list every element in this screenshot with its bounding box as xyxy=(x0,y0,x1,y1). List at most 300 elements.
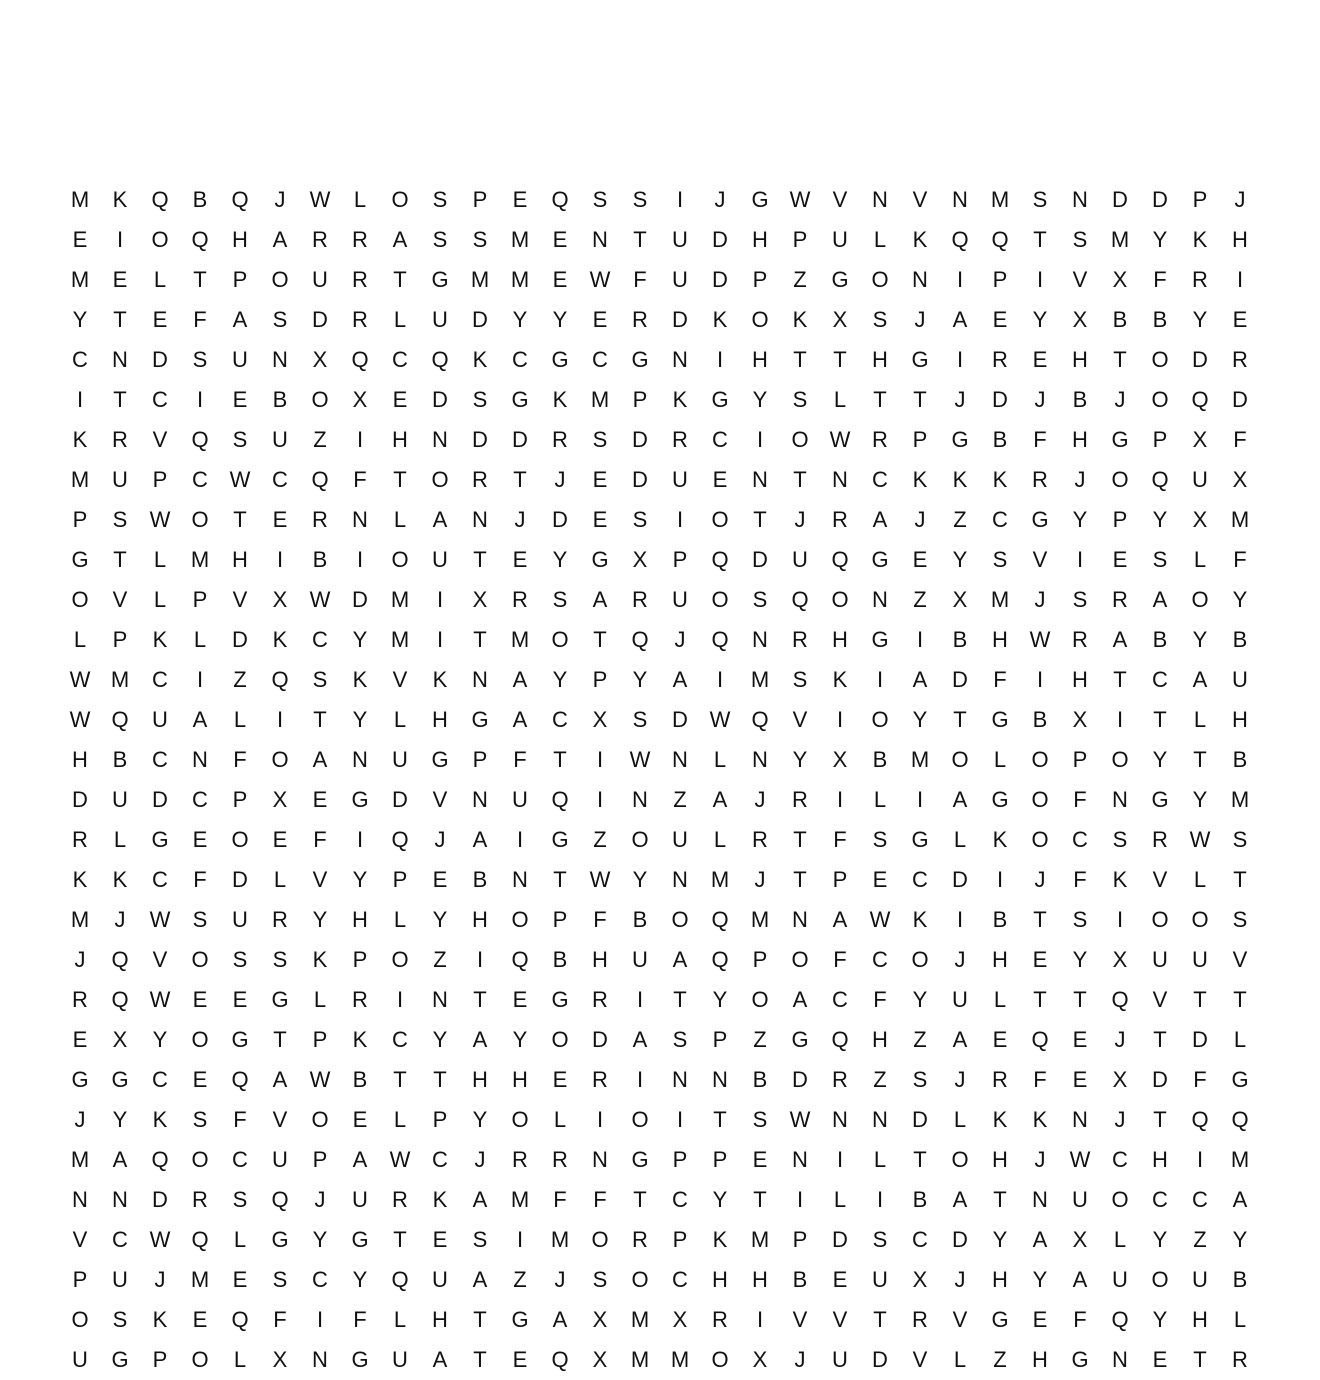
letter-cell[interactable]: A xyxy=(232,307,248,332)
letter-cell[interactable]: L xyxy=(113,827,127,852)
letter-cell[interactable]: Y xyxy=(912,707,928,732)
letter-cell[interactable]: S xyxy=(272,947,288,972)
letter-cell[interactable]: P xyxy=(232,787,248,812)
letter-cell[interactable]: B xyxy=(912,1187,928,1212)
letter-cell[interactable]: Q xyxy=(271,667,289,692)
letter-cell[interactable]: N xyxy=(632,787,648,812)
letter-cell[interactable]: X xyxy=(592,707,608,732)
letter-cell[interactable]: U xyxy=(312,267,328,292)
letter-cell[interactable]: L xyxy=(953,1107,967,1132)
letter-cell[interactable]: V xyxy=(392,667,408,692)
letter-cell[interactable]: A xyxy=(632,1027,648,1052)
letter-cell[interactable]: H xyxy=(472,1067,488,1092)
letter-cell[interactable]: T xyxy=(1113,667,1127,692)
letter-cell[interactable]: Z xyxy=(993,1347,1007,1372)
letter-cell[interactable]: G xyxy=(351,1227,369,1252)
letter-cell[interactable]: P xyxy=(312,1027,328,1052)
letter-cell[interactable]: S xyxy=(1152,547,1168,572)
letter-cell[interactable]: D xyxy=(1112,187,1128,212)
letter-cell[interactable]: B xyxy=(1032,707,1048,732)
letter-cell[interactable]: N xyxy=(1112,1347,1128,1372)
letter-cell[interactable]: T xyxy=(273,1027,287,1052)
letter-cell[interactable]: J xyxy=(514,507,526,532)
letter-cell[interactable]: M xyxy=(70,267,90,292)
letter-cell[interactable]: P xyxy=(592,667,608,692)
letter-cell[interactable]: P xyxy=(1072,747,1088,772)
letter-cell[interactable]: B xyxy=(272,387,288,412)
letter-cell[interactable]: I xyxy=(316,1307,324,1332)
letter-cell[interactable]: Y xyxy=(352,1267,368,1292)
letter-cell[interactable]: Y xyxy=(632,867,648,892)
letter-cell[interactable]: V xyxy=(272,1107,288,1132)
letter-cell[interactable]: E xyxy=(552,227,568,252)
letter-cell[interactable]: H xyxy=(392,427,408,452)
letter-cell[interactable]: R xyxy=(1192,267,1208,292)
letter-cell[interactable]: O xyxy=(751,987,769,1012)
letter-cell[interactable]: O xyxy=(1111,747,1129,772)
letter-cell[interactable]: O xyxy=(1031,747,1049,772)
letter-cell[interactable]: H xyxy=(992,1267,1008,1292)
letter-cell[interactable]: C xyxy=(512,347,528,372)
letter-cell[interactable]: A xyxy=(272,1067,288,1092)
letter-cell[interactable]: Y xyxy=(632,667,648,692)
letter-cell[interactable]: I xyxy=(916,787,924,812)
letter-cell[interactable]: Z xyxy=(953,507,967,532)
letter-cell[interactable]: R xyxy=(672,427,688,452)
letter-cell[interactable]: X xyxy=(592,1307,608,1332)
letter-cell[interactable]: Q xyxy=(951,227,969,252)
letter-cell[interactable]: P xyxy=(832,867,848,892)
letter-cell[interactable]: W xyxy=(309,587,331,612)
letter-cell[interactable]: A xyxy=(472,1187,488,1212)
letter-cell[interactable]: I xyxy=(956,347,964,372)
letter-cell[interactable]: M xyxy=(190,547,210,572)
letter-cell[interactable]: I xyxy=(676,507,684,532)
letter-cell[interactable]: N xyxy=(672,747,688,772)
letter-cell[interactable]: Y xyxy=(1192,787,1208,812)
letter-cell[interactable]: Q xyxy=(1111,1307,1129,1332)
letter-cell[interactable]: T xyxy=(1033,987,1047,1012)
letter-cell[interactable]: U xyxy=(672,587,688,612)
letter-cell[interactable]: T xyxy=(793,867,807,892)
letter-cell[interactable]: T xyxy=(1193,1347,1207,1372)
letter-cell[interactable]: Q xyxy=(1191,1107,1209,1132)
letter-cell[interactable]: Y xyxy=(432,907,448,932)
letter-cell[interactable]: H xyxy=(1072,347,1088,372)
letter-cell[interactable]: U xyxy=(832,1347,848,1372)
letter-cell[interactable]: O xyxy=(711,1347,729,1372)
letter-cell[interactable]: F xyxy=(833,947,847,972)
letter-cell[interactable]: D xyxy=(472,427,488,452)
letter-cell[interactable]: M xyxy=(510,1187,530,1212)
letter-cell[interactable]: I xyxy=(956,267,964,292)
letter-cell[interactable]: L xyxy=(313,987,327,1012)
letter-cell[interactable]: V xyxy=(832,1307,848,1332)
letter-cell[interactable]: Y xyxy=(152,1027,168,1052)
letter-cell[interactable]: S xyxy=(592,1267,608,1292)
letter-cell[interactable]: L xyxy=(193,627,207,652)
letter-cell[interactable]: R xyxy=(72,827,88,852)
letter-cell[interactable]: C xyxy=(832,987,848,1012)
letter-cell[interactable]: O xyxy=(871,707,889,732)
letter-cell[interactable]: E xyxy=(312,787,328,812)
letter-cell[interactable]: J xyxy=(154,1267,166,1292)
letter-cell[interactable]: O xyxy=(591,1227,609,1252)
letter-cell[interactable]: P xyxy=(152,1347,168,1372)
letter-cell[interactable]: Y xyxy=(712,987,728,1012)
letter-cell[interactable]: F xyxy=(1233,547,1247,572)
letter-cell[interactable]: D xyxy=(512,427,528,452)
letter-cell[interactable]: O xyxy=(631,1267,649,1292)
letter-cell[interactable]: H xyxy=(712,1267,728,1292)
letter-cell[interactable]: P xyxy=(432,1107,448,1132)
letter-cell[interactable]: C xyxy=(552,707,568,732)
letter-cell[interactable]: Y xyxy=(1032,307,1048,332)
letter-cell[interactable]: U xyxy=(632,947,648,972)
letter-cell[interactable]: T xyxy=(1153,1107,1167,1132)
letter-cell[interactable]: S xyxy=(472,387,488,412)
letter-cell[interactable]: D xyxy=(952,1227,968,1252)
letter-cell[interactable]: Q xyxy=(711,947,729,972)
letter-cell[interactable]: N xyxy=(272,347,288,372)
letter-cell[interactable]: H xyxy=(752,227,768,252)
letter-cell[interactable]: T xyxy=(393,1067,407,1092)
letter-cell[interactable]: M xyxy=(70,1147,90,1172)
letter-cell[interactable]: E xyxy=(272,507,288,532)
letter-cell[interactable]: H xyxy=(232,547,248,572)
letter-cell[interactable]: X xyxy=(272,587,288,612)
letter-cell[interactable]: K xyxy=(432,1187,448,1212)
letter-cell[interactable]: P xyxy=(792,227,808,252)
letter-cell[interactable]: U xyxy=(672,267,688,292)
letter-cell[interactable]: J xyxy=(1034,867,1046,892)
letter-cell[interactable]: Y xyxy=(352,627,368,652)
letter-cell[interactable]: F xyxy=(233,1107,247,1132)
letter-cell[interactable]: T xyxy=(633,227,647,252)
letter-cell[interactable]: K xyxy=(352,1027,368,1052)
letter-cell[interactable]: S xyxy=(232,947,248,972)
letter-cell[interactable]: L xyxy=(873,227,887,252)
letter-cell[interactable]: W xyxy=(1069,1147,1091,1172)
letter-cell[interactable]: I xyxy=(836,1147,844,1172)
letter-cell[interactable]: O xyxy=(231,827,249,852)
letter-cell[interactable]: T xyxy=(593,627,607,652)
letter-cell[interactable]: T xyxy=(1033,907,1047,932)
letter-cell[interactable]: K xyxy=(832,667,848,692)
letter-cell[interactable]: R xyxy=(1072,627,1088,652)
letter-cell[interactable]: I xyxy=(876,1187,884,1212)
letter-cell[interactable]: H xyxy=(352,907,368,932)
letter-cell[interactable]: G xyxy=(551,987,569,1012)
letter-cell[interactable]: V xyxy=(792,1307,808,1332)
letter-cell[interactable]: K xyxy=(1032,1107,1048,1132)
letter-cell[interactable]: Y xyxy=(1152,507,1168,532)
letter-cell[interactable]: E xyxy=(232,387,248,412)
letter-cell[interactable]: U xyxy=(1232,667,1248,692)
letter-cell[interactable]: L xyxy=(153,267,167,292)
letter-cell[interactable]: R xyxy=(1232,347,1248,372)
letter-cell[interactable]: A xyxy=(1232,1187,1248,1212)
letter-cell[interactable]: B xyxy=(952,627,968,652)
letter-cell[interactable]: D xyxy=(1152,187,1168,212)
letter-cell[interactable]: O xyxy=(1151,387,1169,412)
letter-cell[interactable]: C xyxy=(672,1267,688,1292)
letter-cell[interactable]: I xyxy=(636,1067,644,1092)
letter-cell[interactable]: D xyxy=(432,387,448,412)
letter-cell[interactable]: C xyxy=(392,1027,408,1052)
letter-cell[interactable]: G xyxy=(1111,427,1129,452)
letter-cell[interactable]: F xyxy=(593,1187,607,1212)
letter-cell[interactable]: C xyxy=(912,867,928,892)
letter-cell[interactable]: I xyxy=(796,1187,804,1212)
letter-cell[interactable]: E xyxy=(912,547,928,572)
letter-cell[interactable]: H xyxy=(832,627,848,652)
letter-cell[interactable]: Y xyxy=(792,747,808,772)
letter-cell[interactable]: W xyxy=(229,467,251,492)
letter-cell[interactable]: S xyxy=(432,227,448,252)
letter-cell[interactable]: P xyxy=(712,1027,728,1052)
letter-cell[interactable]: U xyxy=(952,987,968,1012)
letter-cell[interactable]: G xyxy=(631,1147,649,1172)
letter-cell[interactable]: T xyxy=(393,467,407,492)
letter-cell[interactable]: I xyxy=(1196,1147,1204,1172)
letter-cell[interactable]: G xyxy=(431,267,449,292)
letter-cell[interactable]: Q xyxy=(711,547,729,572)
letter-cell[interactable]: H xyxy=(72,747,88,772)
letter-cell[interactable]: W xyxy=(149,907,171,932)
letter-cell[interactable]: V xyxy=(1072,267,1088,292)
letter-cell[interactable]: T xyxy=(793,347,807,372)
letter-cell[interactable]: H xyxy=(432,1307,448,1332)
letter-cell[interactable]: O xyxy=(191,947,209,972)
letter-cell[interactable]: A xyxy=(512,667,528,692)
letter-cell[interactable]: G xyxy=(551,347,569,372)
letter-cell[interactable]: S xyxy=(552,587,568,612)
letter-cell[interactable]: K xyxy=(352,667,368,692)
letter-cell[interactable]: J xyxy=(954,1267,966,1292)
letter-cell[interactable]: F xyxy=(1033,1067,1047,1092)
letter-cell[interactable]: I xyxy=(1076,547,1084,572)
letter-cell[interactable]: R xyxy=(352,267,368,292)
letter-cell[interactable]: N xyxy=(432,427,448,452)
letter-cell[interactable]: O xyxy=(1111,1187,1129,1212)
letter-cell[interactable]: N xyxy=(472,667,488,692)
letter-cell[interactable]: N xyxy=(1072,187,1088,212)
letter-cell[interactable]: F xyxy=(193,307,207,332)
letter-cell[interactable]: K xyxy=(432,667,448,692)
letter-cell[interactable]: Y xyxy=(352,707,368,732)
letter-cell[interactable]: P xyxy=(672,1147,688,1172)
letter-cell[interactable]: F xyxy=(993,667,1007,692)
letter-cell[interactable]: P xyxy=(312,1147,328,1172)
letter-cell[interactable]: R xyxy=(1112,587,1128,612)
letter-cell[interactable]: N xyxy=(872,587,888,612)
letter-cell[interactable]: N xyxy=(752,627,768,652)
letter-cell[interactable]: L xyxy=(1233,1027,1247,1052)
letter-cell[interactable]: C xyxy=(872,467,888,492)
letter-cell[interactable]: M xyxy=(990,587,1010,612)
letter-cell[interactable]: X xyxy=(1112,1067,1128,1092)
letter-cell[interactable]: C xyxy=(72,347,88,372)
letter-cell[interactable]: G xyxy=(351,1347,369,1372)
letter-cell[interactable]: D xyxy=(712,267,728,292)
letter-cell[interactable]: J xyxy=(954,1067,966,1092)
letter-cell[interactable]: G xyxy=(511,387,529,412)
letter-cell[interactable]: M xyxy=(510,267,530,292)
letter-cell[interactable]: D xyxy=(632,467,648,492)
letter-cell[interactable]: D xyxy=(872,1347,888,1372)
letter-cell[interactable]: T xyxy=(113,547,127,572)
letter-cell[interactable]: F xyxy=(233,747,247,772)
letter-cell[interactable]: D xyxy=(552,507,568,532)
letter-cell[interactable]: F xyxy=(273,1307,287,1332)
letter-cell[interactable]: O xyxy=(1151,907,1169,932)
letter-cell[interactable]: U xyxy=(672,227,688,252)
letter-cell[interactable]: T xyxy=(1233,987,1247,1012)
letter-cell[interactable]: T xyxy=(1153,707,1167,732)
letter-cell[interactable]: Y xyxy=(312,907,328,932)
letter-cell[interactable]: R xyxy=(872,427,888,452)
letter-cell[interactable]: O xyxy=(791,947,809,972)
letter-cell[interactable]: T xyxy=(1193,747,1207,772)
letter-cell[interactable]: E xyxy=(72,1027,88,1052)
letter-cell[interactable]: G xyxy=(911,347,929,372)
letter-cell[interactable]: F xyxy=(193,867,207,892)
letter-cell[interactable]: V xyxy=(1232,947,1248,972)
letter-cell[interactable]: O xyxy=(191,1347,209,1372)
letter-cell[interactable]: D xyxy=(912,1107,928,1132)
letter-cell[interactable]: T xyxy=(473,1307,487,1332)
letter-cell[interactable]: D xyxy=(592,1027,608,1052)
letter-cell[interactable]: E xyxy=(712,467,728,492)
letter-cell[interactable]: H xyxy=(232,227,248,252)
letter-cell[interactable]: T xyxy=(193,267,207,292)
letter-cell[interactable]: T xyxy=(673,987,687,1012)
letter-cell[interactable]: Y xyxy=(712,1187,728,1212)
letter-cell[interactable]: I xyxy=(196,667,204,692)
letter-cell[interactable]: S xyxy=(1112,827,1128,852)
letter-cell[interactable]: G xyxy=(71,1067,89,1092)
letter-cell[interactable]: E xyxy=(592,507,608,532)
letter-cell[interactable]: E xyxy=(512,1347,528,1372)
letter-cell[interactable]: N xyxy=(352,747,368,772)
letter-cell[interactable]: P xyxy=(672,1227,688,1252)
letter-cell[interactable]: I xyxy=(836,707,844,732)
letter-cell[interactable]: S xyxy=(272,1267,288,1292)
letter-cell[interactable]: X xyxy=(312,347,328,372)
letter-cell[interactable]: H xyxy=(472,907,488,932)
letter-cell[interactable]: Q xyxy=(831,547,849,572)
letter-cell[interactable]: B xyxy=(752,1067,768,1092)
letter-cell[interactable]: J xyxy=(274,187,286,212)
letter-cell[interactable]: U xyxy=(1192,467,1208,492)
letter-cell[interactable]: I xyxy=(356,827,364,852)
letter-cell[interactable]: E xyxy=(72,227,88,252)
letter-cell[interactable]: I xyxy=(116,227,124,252)
letter-cell[interactable]: E xyxy=(552,267,568,292)
letter-cell[interactable]: A xyxy=(192,707,208,732)
letter-cell[interactable]: T xyxy=(833,347,847,372)
letter-cell[interactable]: U xyxy=(392,1347,408,1372)
letter-cell[interactable]: N xyxy=(872,1107,888,1132)
letter-cell[interactable]: J xyxy=(754,867,766,892)
letter-cell[interactable]: I xyxy=(1116,907,1124,932)
letter-cell[interactable]: C xyxy=(192,467,208,492)
letter-cell[interactable]: X xyxy=(1192,507,1208,532)
letter-cell[interactable]: I xyxy=(436,587,444,612)
letter-cell[interactable]: S xyxy=(112,1307,128,1332)
letter-cell[interactable]: T xyxy=(113,307,127,332)
letter-cell[interactable]: U xyxy=(432,307,448,332)
letter-cell[interactable]: Q xyxy=(711,627,729,652)
letter-cell[interactable]: P xyxy=(752,267,768,292)
letter-cell[interactable]: A xyxy=(672,667,688,692)
letter-cell[interactable]: Q xyxy=(991,227,1009,252)
letter-cell[interactable]: E xyxy=(1072,1027,1088,1052)
letter-cell[interactable]: K xyxy=(152,627,168,652)
letter-cell[interactable]: Z xyxy=(433,947,447,972)
letter-cell[interactable]: B xyxy=(1232,747,1248,772)
letter-cell[interactable]: D xyxy=(632,427,648,452)
letter-cell[interactable]: N xyxy=(832,1107,848,1132)
letter-cell[interactable]: I xyxy=(596,1107,604,1132)
letter-cell[interactable]: K xyxy=(712,1227,728,1252)
letter-cell[interactable]: I xyxy=(676,1107,684,1132)
letter-cell[interactable]: K xyxy=(72,867,88,892)
letter-cell[interactable]: O xyxy=(871,267,889,292)
letter-cell[interactable]: X xyxy=(912,1267,928,1292)
letter-cell[interactable]: K xyxy=(72,427,88,452)
letter-cell[interactable]: M xyxy=(70,187,90,212)
letter-cell[interactable]: F xyxy=(353,1307,367,1332)
letter-cell[interactable]: W xyxy=(389,1147,411,1172)
letter-cell[interactable]: V xyxy=(72,1227,88,1252)
letter-cell[interactable]: E xyxy=(752,1147,768,1172)
letter-cell[interactable]: E xyxy=(512,987,528,1012)
letter-cell[interactable]: A xyxy=(1032,1227,1048,1252)
letter-cell[interactable]: N xyxy=(112,1187,128,1212)
letter-cell[interactable]: D xyxy=(672,707,688,732)
letter-cell[interactable]: L xyxy=(1193,547,1207,572)
letter-cell[interactable]: V xyxy=(1152,867,1168,892)
letter-cell[interactable]: K xyxy=(312,947,328,972)
letter-cell[interactable]: A xyxy=(512,707,528,732)
letter-cell[interactable]: Q xyxy=(231,1067,249,1092)
letter-cell[interactable]: A xyxy=(912,667,928,692)
letter-cell[interactable]: Y xyxy=(912,987,928,1012)
letter-cell[interactable]: A xyxy=(1112,627,1128,652)
letter-cell[interactable]: D xyxy=(792,1067,808,1092)
letter-cell[interactable]: I xyxy=(356,427,364,452)
letter-cell[interactable]: I xyxy=(596,787,604,812)
letter-cell[interactable]: M xyxy=(990,187,1010,212)
letter-cell[interactable]: P xyxy=(992,267,1008,292)
letter-cell[interactable]: G xyxy=(1231,1067,1249,1092)
letter-cell[interactable]: T xyxy=(473,1347,487,1372)
letter-cell[interactable]: O xyxy=(911,947,929,972)
letter-cell[interactable]: G xyxy=(1071,1347,1089,1372)
letter-cell[interactable]: A xyxy=(472,827,488,852)
letter-cell[interactable]: A xyxy=(872,507,888,532)
letter-cell[interactable]: Q xyxy=(511,947,529,972)
letter-cell[interactable]: M xyxy=(70,467,90,492)
letter-cell[interactable]: A xyxy=(792,987,808,1012)
letter-cell[interactable]: R xyxy=(392,1187,408,1212)
letter-cell[interactable]: V xyxy=(1032,547,1048,572)
letter-cell[interactable]: N xyxy=(832,467,848,492)
letter-cell[interactable]: O xyxy=(951,1147,969,1172)
letter-cell[interactable]: G xyxy=(111,1347,129,1372)
